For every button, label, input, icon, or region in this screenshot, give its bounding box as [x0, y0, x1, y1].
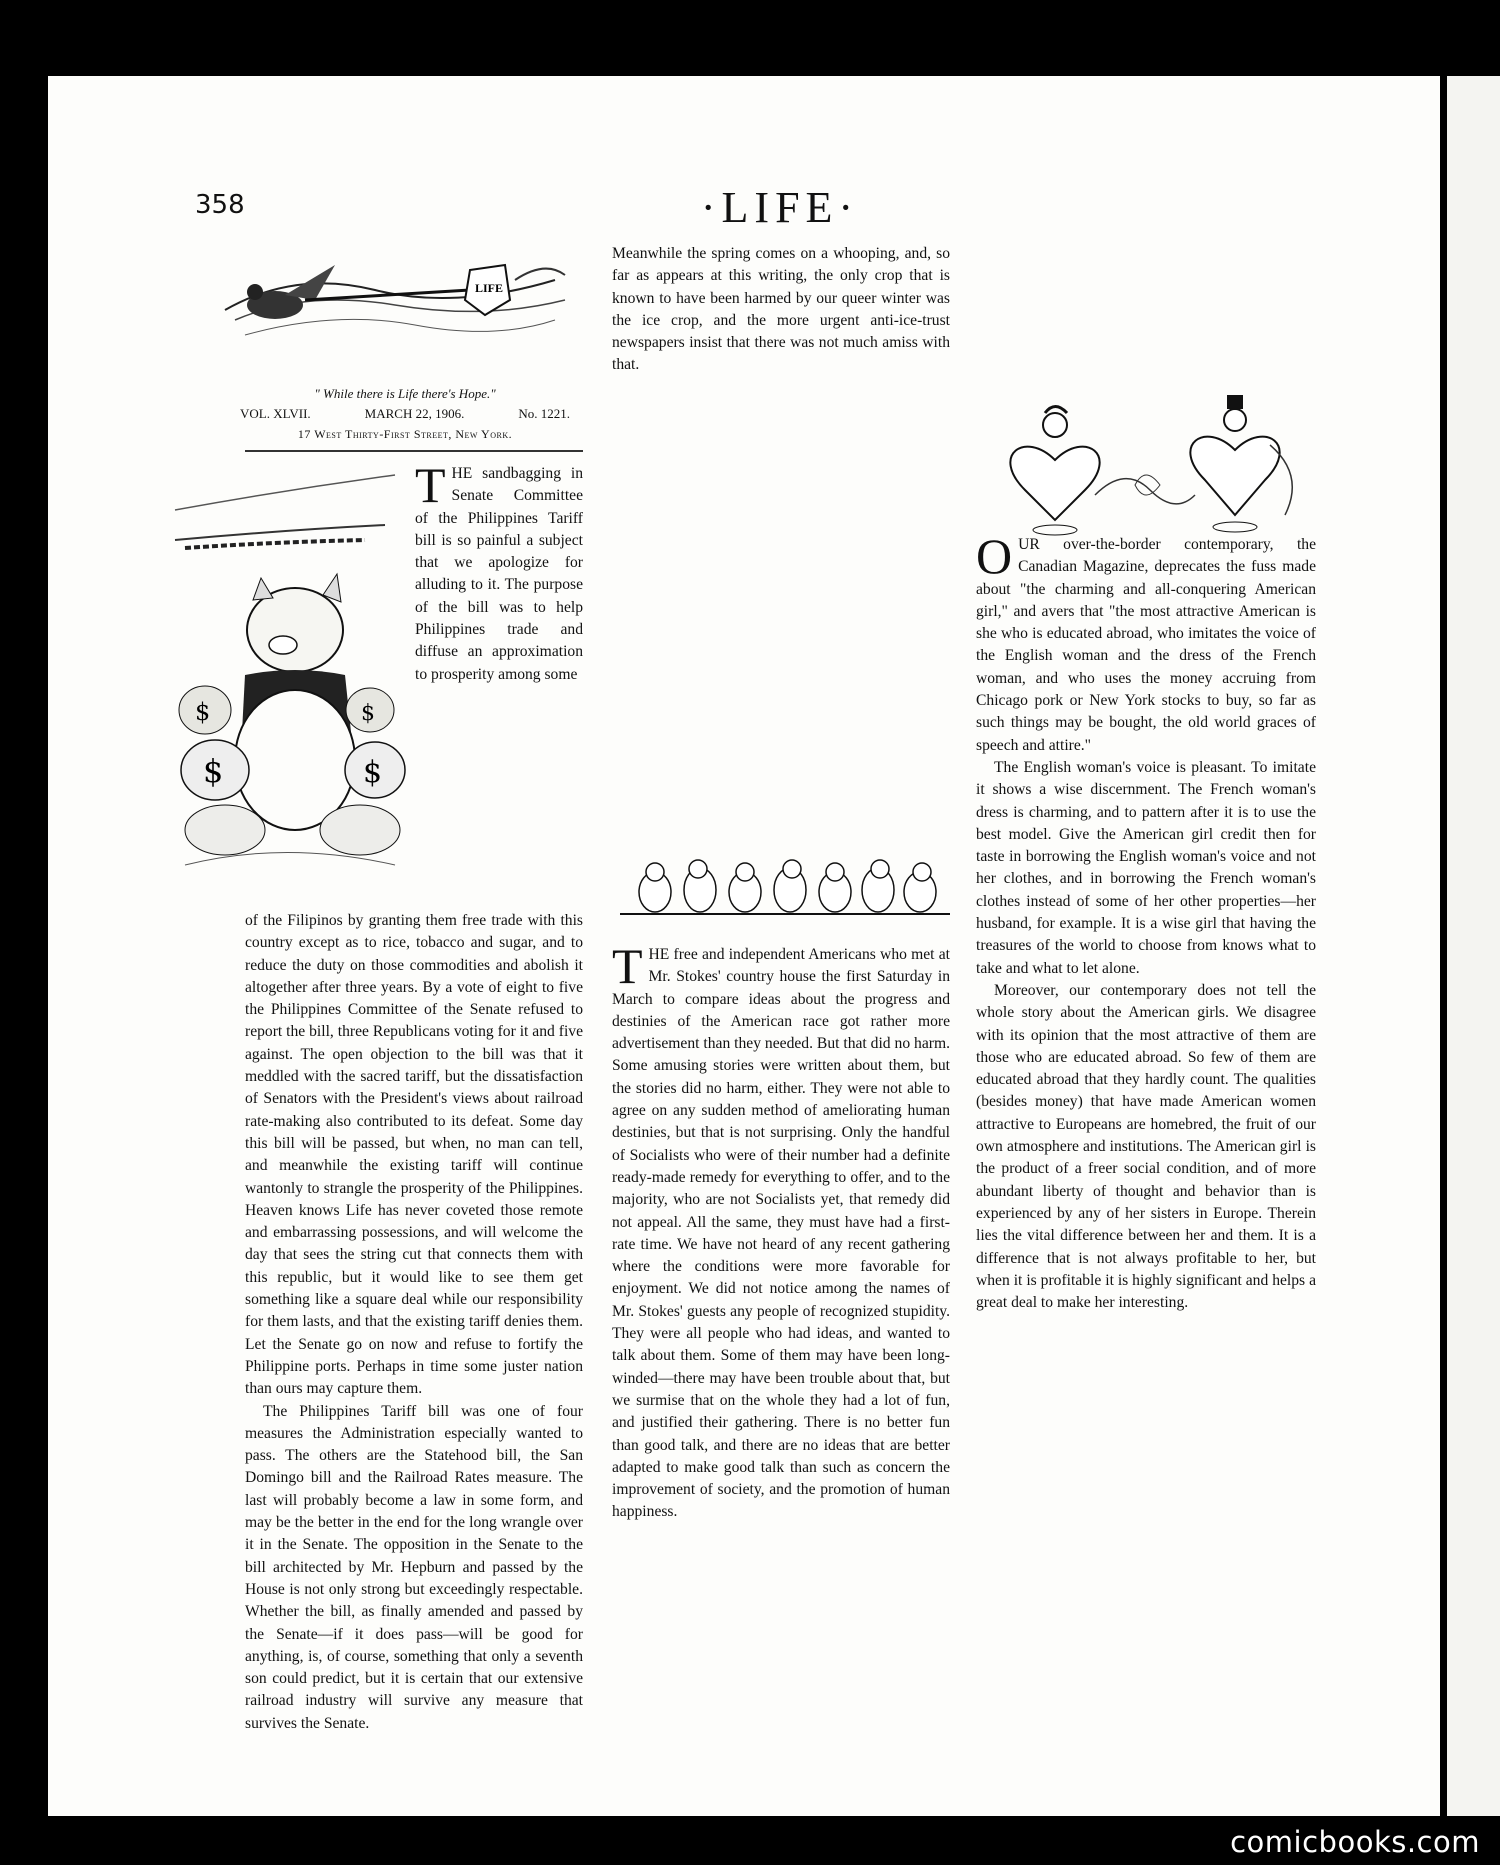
drop-cap: O: [976, 528, 1013, 584]
masthead: ·LIFE·: [700, 183, 860, 232]
svg-text:$: $: [195, 698, 211, 726]
column-2: [612, 243, 950, 377]
svg-text:$: $: [363, 755, 383, 790]
facing-page-edge: [1447, 76, 1500, 1816]
address: 17 West Thirty-First Street, New York.: [297, 427, 513, 441]
article1-opening: [415, 457, 583, 686]
article2-text: [612, 938, 950, 1524]
article2-body: HE free and independent Americans who met at Mr. Stokes' country house the first Saturday in March to compare ideas about the progress and destinies of the American race got rather more advertisement than they needed. But that did no harm. Some amusing stories were written about them, but the stories did no harm, either. They were not able to agree on any sudden method of ameliorating human destinies, but that is not surprising. Only the handful of Socialists who were of their number had a definite ready-made remedy for everything to offer, and to the majority, who are not Socialists yet, that remedy did not appeal. All the same, they must have had a first-rate time. We have not heard of any recent gathering where the conditions were more favorable for enjoyment. We did not notice among the names of Mr. Stokes' guests any people of recognized stupidity. They were all people who had ideas, and wanted to talk about them. Some of them may have been long-winded—there may have been trouble about that, but we surmise that on the whole they had a lot of fun, and justified their gathering. There is no better fun than good talk, and there are no ideas that are better adapted to make good talk than such as concern the improvement of society, and the promotion of human happiness.: [612, 946, 950, 1521]
birds-on-wire-icon: [620, 852, 950, 932]
site-watermark: comicbooks.com: [1230, 1825, 1480, 1859]
volume-line: [240, 404, 570, 424]
svg-text:$: $: [361, 701, 375, 726]
motto: " While there is Life there's Hope.": [314, 386, 496, 401]
svg-text:LIFE: LIFE: [475, 281, 504, 295]
flying-figures-icon: [215, 250, 575, 355]
article3-para2: The English woman's voice is pleasant. To imitate it shows a wise discernment. The French woman's dress is charming, and to pattern after it is to use the best model. Give the American girl credit then for taste in borrowing the English woman's voice and not her clothes, and in borrowing the French woman's clothes instead of some of her other properties—her husband, for example. It is a wise girl that having the treasures of the world to choose from knows what to take and what to let alone.: [976, 758, 1316, 977]
masthead-info: [240, 384, 570, 444]
svg-text:$: $: [203, 752, 224, 790]
issue-date: MARCH 22, 1906.: [364, 406, 465, 421]
pig-moneybags-icon: [165, 470, 410, 880]
article3-para1: [976, 528, 1316, 757]
drop-cap: T: [612, 938, 643, 994]
heart-couple-icon: [985, 395, 1315, 540]
article1-para3: Meanwhile the spring comes on a whooping, and, so far as appears at this writing, the only crop that is known to have been harmed by our queer winter was the ice crop, and the more urgent anti-ice-trust newspapers insist that there was not much amiss with that.: [612, 245, 950, 374]
article1-para2: The Philippines Tariff bill was one of four measures the Administration especially wanted to pass. The others are the Statehood bill, the San Domingo bill and the Railroad Rates measure. The last will probably become a law in some form, and may be the better in the end for the long wrangle over it in the Senate. The opposition in the Senate to the bill architected by Mr. Hepburn and passed by the House is not only strong but exceedingly respectable. Whether the bill, as finally amended and passed by the Senate—if it does pass—will be good for anything, is, of course, something that only a seventh son could predict, but it is certain that our extensive railroad industry will survive any measure that survives the Senate.: [245, 1402, 583, 1732]
drop-cap: T: [415, 457, 446, 513]
article1-continued: of the Filipinos by granting them free trade with this country except as to rice, tobacco and sugar, and to reduce the duty on those commodities and abolish it altogether after three years. By a vote of eight to five the Philippines Committee of the Senate refused to report the bill, three Republicans voting for it and five against. The open objection to the bill was that it meddled with the sacred tariff, but the dissatisfaction of Senators with the President's views about railroad rate-making also contributed to its defeat. Some day this bill will be passed, but when, no man can tell, and meanwhile the existing tariff will continue wantonly to strangle the prosperity of the Philippines. Heaven knows Life has never coveted those remote and embarrassing possessions, and will welcome the day that sees the string cut that connects them with this republic, but it would like to see them get something like a square deal while our responsibility for them lasts, and that the existing tariff denies them. Let the Senate go on now and refuse to fortify the Philippine ports. Perhaps in time some juster nation than ours may capture them.: [245, 912, 583, 1398]
page-number: 358: [195, 190, 245, 220]
column-1: [245, 910, 583, 1732]
issue-number: No. 1221.: [518, 406, 570, 421]
divider-rule: [245, 450, 583, 452]
article1-wrapped-text: HE sandbagging in Senate Committee of the Philippines Tariff bill is so painful a subject that we apologize for alluding to it. The purpose of the bill was to help Philippines trade and diffuse an approximation to prosperity among some: [415, 465, 583, 683]
article3-para1-text: UR over-the-border contemporary, the Canadian Magazine, deprecates the fuss made about "the charming and all-conquering American girl," and avers that "the most attractive American is she who is educated abroad, who imitates the voice of the English woman and the dress of the French woman, and who uses the money accruing from Chicago pork or New York stocks to buy, so far as such things may be bought, the old world graces of speech and attire.": [976, 536, 1316, 754]
volume: VOL. XLVII.: [240, 406, 311, 421]
column-2-article2: [612, 938, 950, 1524]
column-3-article3: [976, 528, 1316, 1314]
article3-para3: Moreover, our contemporary does not tell the whole story about the American girls. We disagree with its opinion that the most attractive of them are those who are educated abroad. So few of them are educated abroad that they hardly count. The qualities (besides money) that have made American women attractive to Europeans are homebred, the fruit of our own atmosphere and institutions. The American girl is the product of a freer social condition, and of more abundant liberty of thought and behavior than is experienced by any of her sisters in Europe. Therein lies the vital difference between her and them. It is a difference that is not always profitable to her, but when it is profitable it is highly significant and helps a great deal to make her interesting.: [976, 981, 1316, 1312]
